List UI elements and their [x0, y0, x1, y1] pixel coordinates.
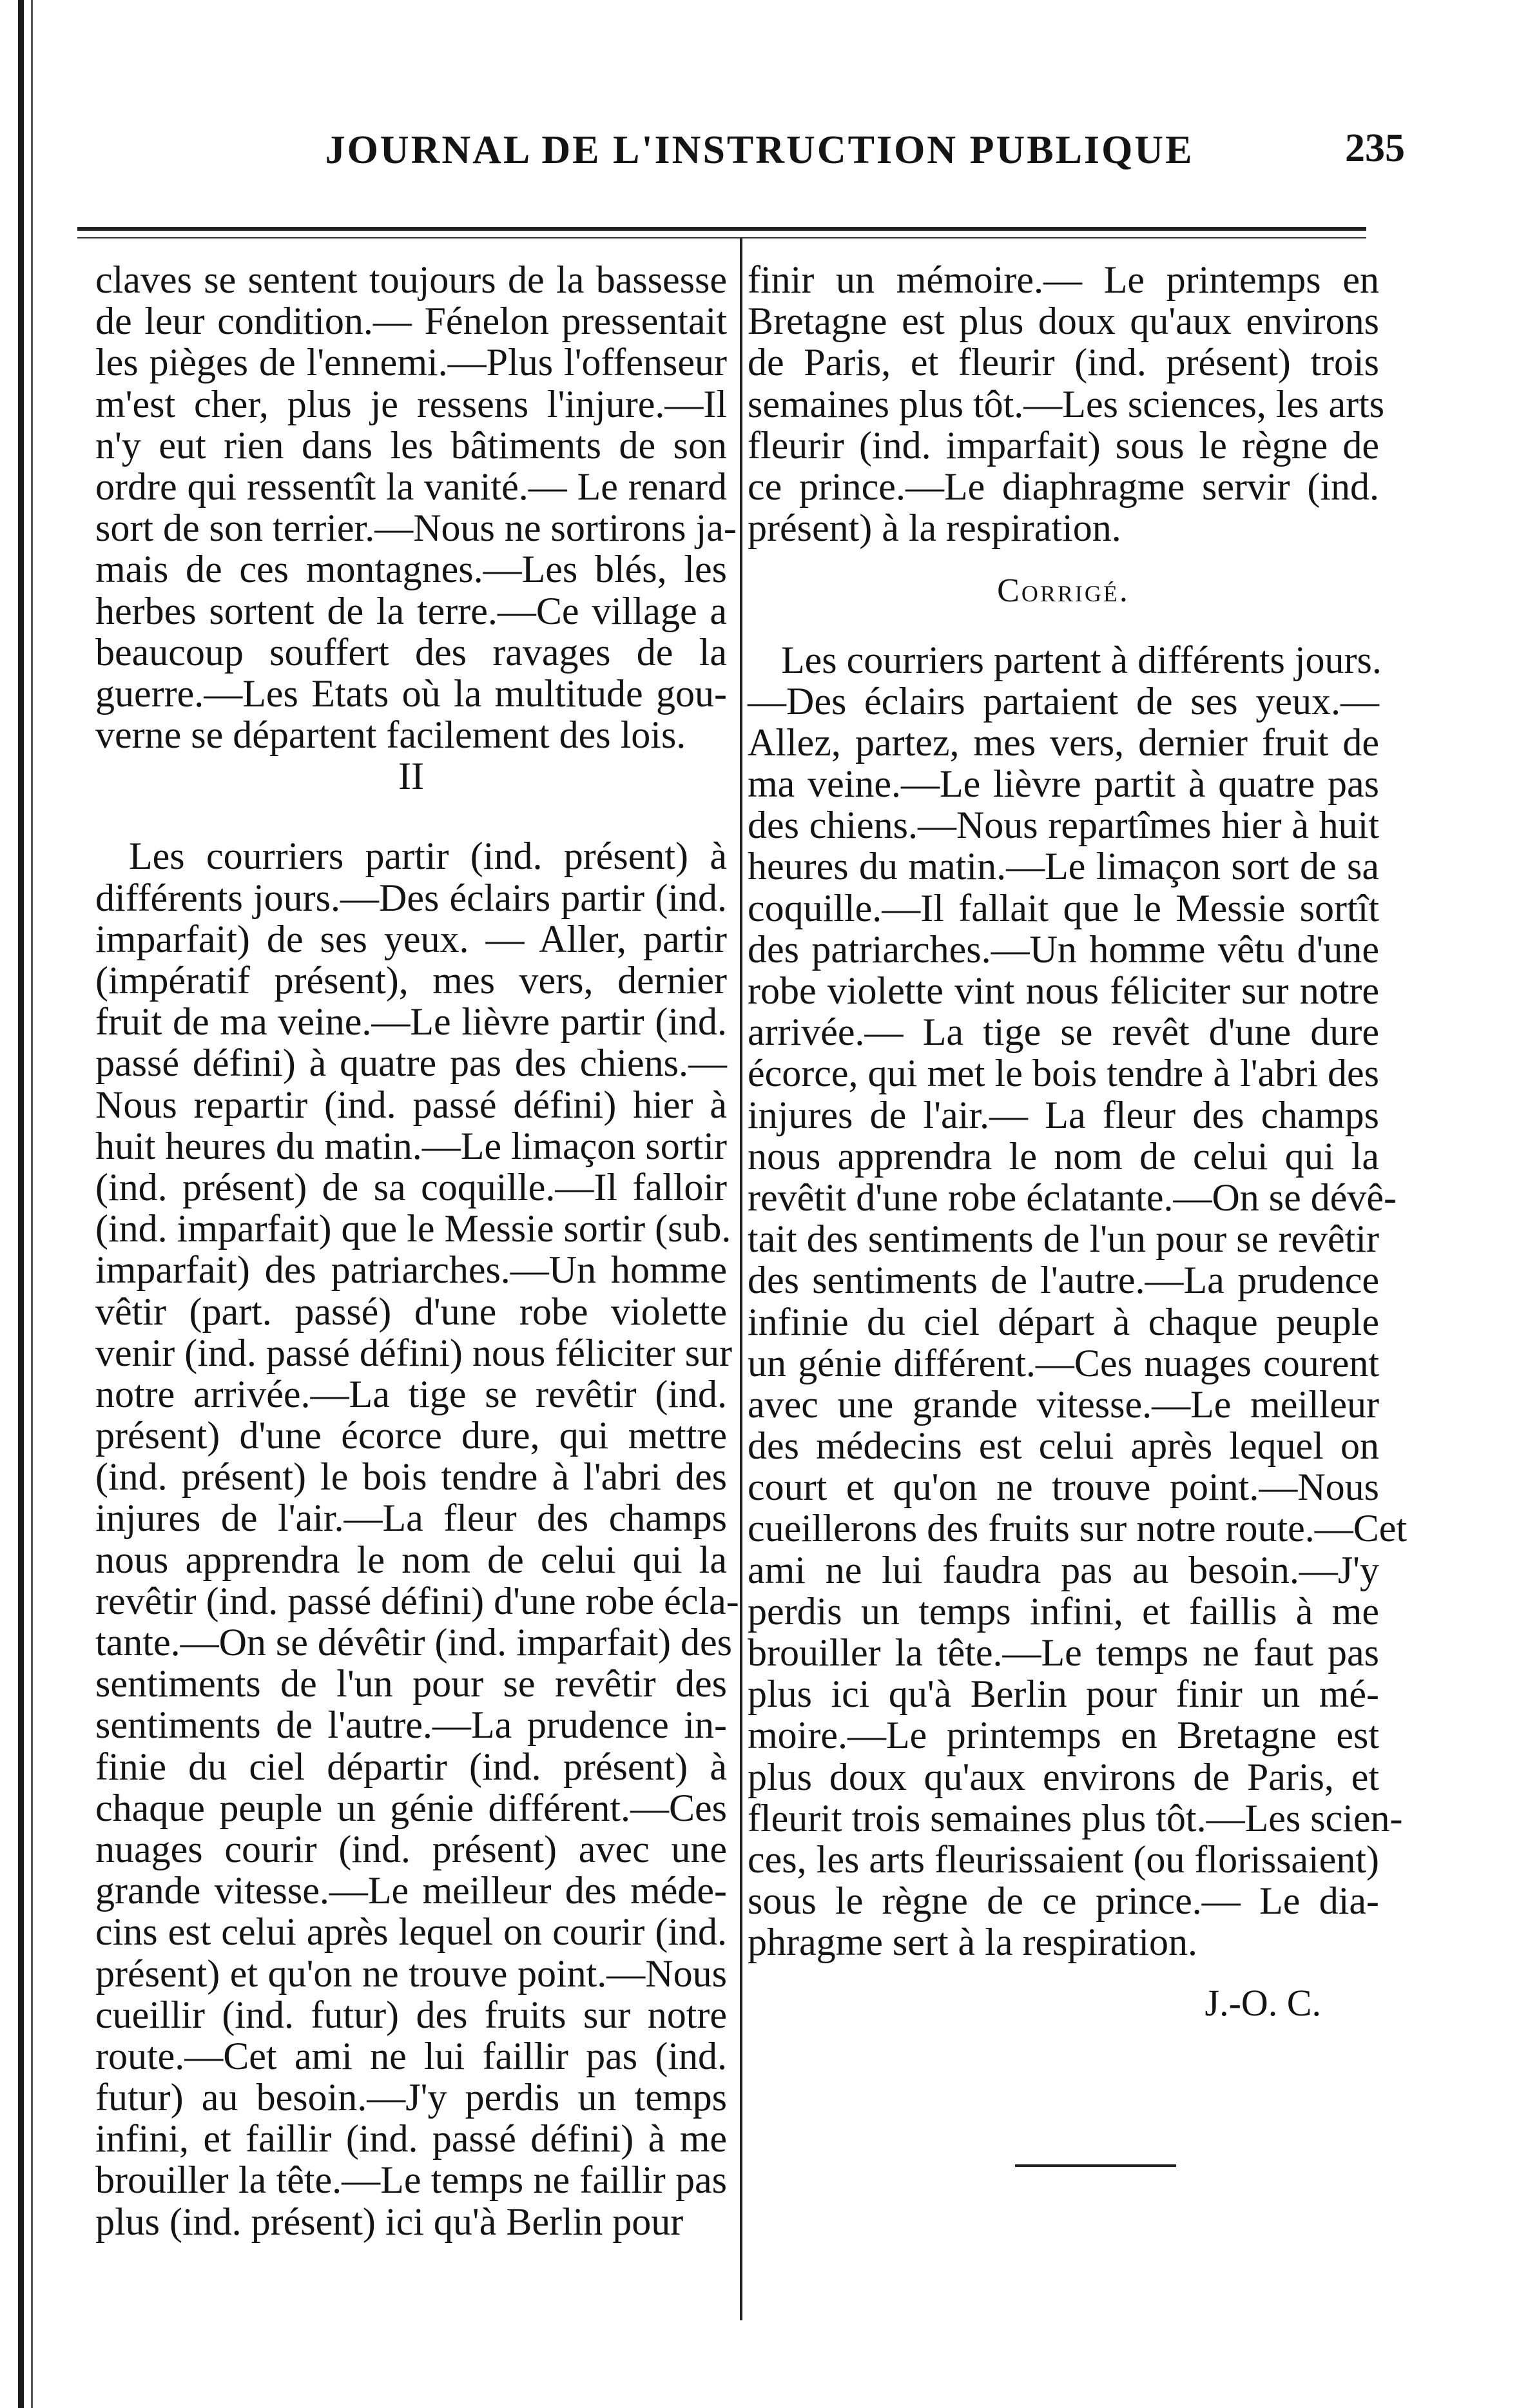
text-line: (ind. présent) le bois tendre à l'abri des: [95, 1455, 727, 1499]
text-line: cins est celui après lequel on courir (ind.: [95, 1910, 727, 1954]
text-line: cueillerons des fruits sur notre route.—Cet: [748, 1507, 1408, 1550]
text-line: —Des éclairs partaient de ses yeux.—: [748, 679, 1379, 723]
text-line: guerre.—Les Etats où la multitude gou-: [95, 672, 727, 715]
text-line: notre arrivée.—La tige se revêtir (ind.: [95, 1372, 727, 1415]
text-line: Bretagne est plus doux qu'aux environs: [748, 300, 1379, 343]
text-line: heures du matin.—Le limaçon sort de sa: [748, 845, 1379, 888]
text-line: mais de ces montagnes.—Les blés, les: [95, 548, 727, 591]
text-line: ces, les arts fleurissaient (ou florissaient): [748, 1838, 1379, 1881]
text-line: un génie différent.—Ces nuages courent: [748, 1341, 1379, 1384]
header-rule-thick: [77, 227, 1366, 231]
text-line: fruit de ma veine.—Le lièvre partir (ind.: [95, 1000, 727, 1044]
text-line: Les courriers partent à différents jours.: [781, 638, 1382, 681]
text-line: vêtir (part. passé) d'une robe violette: [95, 1290, 727, 1333]
text-line: huit heures du matin.—Le limaçon sortir: [95, 1124, 727, 1167]
text-line: finir un mémoire.— Le printemps en: [748, 258, 1379, 301]
text-line: nous apprendra le nom de celui qui la: [95, 1538, 727, 1581]
exercise-paragraph: [95, 835, 739, 2243]
text-line: cueillir (ind. futur) des fruits sur notre: [95, 1993, 727, 2036]
text-line: n'y eut rien dans les bâtiments de son: [95, 423, 727, 467]
text-line: nuages courir (ind. présent) avec une: [95, 1827, 727, 1870]
text-line: arrivée.— La tige se revêt d'une dure: [748, 1011, 1379, 1054]
text-line: coquille.—Il fallait que le Messie sortît: [748, 886, 1379, 929]
text-line: (impératif présent), mes vers, dernier: [95, 959, 727, 1002]
text-line: robe violette vint nous féliciter sur notre: [748, 969, 1379, 1012]
text-line: plus ici qu'à Berlin pour finir un mé-: [748, 1673, 1379, 1716]
text-line: futur) au besoin.—J'y perdis un temps: [95, 2076, 727, 2119]
text-line: de Paris, et fleurir (ind. présent) trois: [748, 341, 1379, 384]
text-line: (ind. imparfait) que le Messie sortir (sub.: [95, 1207, 731, 1250]
text-line: ce prince.—Le diaphragme servir (ind.: [748, 465, 1379, 508]
text-line: venir (ind. passé défini) nous féliciter sur: [95, 1331, 733, 1374]
text-line: moire.—Le printemps en Bretagne est: [748, 1714, 1379, 1757]
corrige-paragraph: [748, 638, 1408, 1964]
left-column: [95, 258, 739, 2243]
text-line: tante.—On se dévêtir (ind. imparfait) des: [95, 1621, 733, 1664]
text-line: phragme sert à la respiration.: [748, 1921, 1198, 1964]
page-number: 235: [1345, 126, 1405, 170]
text-line: Allez, partez, mes vers, dernier fruit de: [748, 721, 1379, 764]
text-line: sentiments de l'autre.—La prudence in-: [95, 1704, 727, 1747]
text-line: imparfait) des patriarches.—Un homme: [95, 1248, 727, 1292]
text-line: sous le règne de ce prince.— Le dia-: [748, 1879, 1379, 1923]
running-head: JOURNAL DE L'INSTRUCTION PUBLIQUE: [325, 128, 1194, 172]
text-line: de leur condition.— Fénelon pressentait: [95, 300, 727, 343]
text-line: tait des sentiments de l'un pour se revêtir: [748, 1218, 1379, 1261]
text-line: les pièges de l'ennemi.—Plus l'offenseur: [95, 341, 727, 384]
right-column: [748, 258, 1408, 2024]
column-divider: [740, 238, 742, 2320]
right-top-paragraph: [748, 258, 1385, 550]
text-line: chaque peuple un génie différent.—Ces: [95, 1786, 727, 1829]
text-line: brouiller la tête.—Le temps ne faut pas: [748, 1631, 1379, 1674]
text-line: passé défini) à quatre pas des chiens.—: [95, 1042, 727, 1085]
text-line: ami ne lui faudra pas au besoin.—J'y: [748, 1548, 1379, 1591]
section-number: II: [398, 755, 424, 798]
text-line: route.—Cet ami ne lui faillir pas (ind.: [95, 2034, 727, 2077]
text-line: des médecins est celui après lequel on: [748, 1424, 1379, 1468]
text-line: présent) et qu'on ne trouve point.—Nous: [95, 1952, 727, 1995]
text-line: injures de l'air.—La fleur des champs: [95, 1497, 727, 1540]
text-line: ordre qui ressentît la vanité.— Le renard: [95, 465, 727, 508]
text-line: imparfait) de ses yeux. — Aller, partir: [95, 917, 727, 960]
text-line: nous apprendra le nom de celui qui la: [748, 1134, 1379, 1178]
end-rule: [1015, 2164, 1176, 2167]
text-line: perdis un temps infini, et faillis à me: [748, 1589, 1379, 1633]
text-line: des chiens.—Nous repartîmes hier à huit: [748, 804, 1379, 847]
text-line: beaucoup souffert des ravages de la: [95, 630, 727, 674]
text-line: différents jours.—Des éclairs partir (ind.: [95, 876, 727, 919]
corrige-heading: Corrigé.: [997, 572, 1130, 610]
text-line: infini, et faillir (ind. passé défini) à me: [95, 2117, 727, 2160]
text-line: m'est cher, plus je ressens l'injure.—Il: [95, 382, 727, 425]
text-line: grande vitesse.—Le meilleur des méde-: [95, 1869, 727, 1912]
text-line: des patriarches.—Un homme vêtu d'une: [748, 927, 1379, 971]
text-line: (ind. présent) de sa coquille.—Il falloir: [95, 1165, 727, 1209]
text-line: sort de son terrier.—Nous ne sortirons ja-: [95, 507, 737, 550]
text-line: écorce, qui met le bois tendre à l'abri des: [748, 1052, 1379, 1095]
text-line: claves se sentent toujours de la bassesse: [95, 258, 727, 301]
text-line: plus doux qu'aux environs de Paris, et: [748, 1755, 1379, 1798]
text-line: ma veine.—Le lièvre partit à quatre pas: [748, 762, 1379, 806]
text-line: fleurit trois semaines plus tôt.—Les scien-: [748, 1796, 1403, 1840]
text-line: plus (ind. présent) ici qu'à Berlin pour: [95, 2200, 684, 2243]
text-line: injures de l'air.— La fleur des champs: [748, 1093, 1379, 1136]
text-line: herbes sortent de la terre.—Ce village a: [95, 589, 727, 632]
text-line: verne se départent facilement des lois.: [95, 714, 686, 757]
text-line: brouiller la tête.—Le temps ne faillir pas: [95, 2159, 727, 2202]
text-line: court et qu'on ne trouve point.—Nous: [748, 1466, 1379, 1509]
text-line: finie du ciel départir (ind. présent) à: [95, 1745, 727, 1788]
text-line: des sentiments de l'autre.—La prudence: [748, 1259, 1379, 1302]
text-line: revêtir (ind. passé défini) d'une robe écla-: [95, 1579, 739, 1622]
text-line: infinie du ciel départ à chaque peuple: [748, 1300, 1379, 1343]
page-binding-edge: [18, 0, 24, 2408]
header-rule-thin: [77, 237, 1366, 238]
text-line: présent) d'une écorce dure, qui mettre: [95, 1414, 727, 1457]
page-binding-shadow: [31, 0, 33, 2408]
text-line: sentiments de l'un pour se revêtir des: [95, 1662, 727, 1705]
signature: J.-O. C.: [1205, 1981, 1321, 2024]
text-line: revêtit d'une robe éclatante.—On se dévê-: [748, 1176, 1397, 1219]
text-line: avec une grande vitesse.—Le meilleur: [748, 1383, 1379, 1426]
text-line: fleurir (ind. imparfait) sous le règne de: [748, 423, 1379, 467]
text-line: semaines plus tôt.—Les sciences, les arts: [748, 382, 1385, 425]
text-line: présent) à la respiration.: [748, 507, 1121, 550]
text-line: Nous repartir (ind. passé défini) hier à: [95, 1083, 727, 1126]
text-line: Les courriers partir (ind. présent) à: [129, 835, 727, 878]
left-top-paragraph: [95, 258, 737, 757]
